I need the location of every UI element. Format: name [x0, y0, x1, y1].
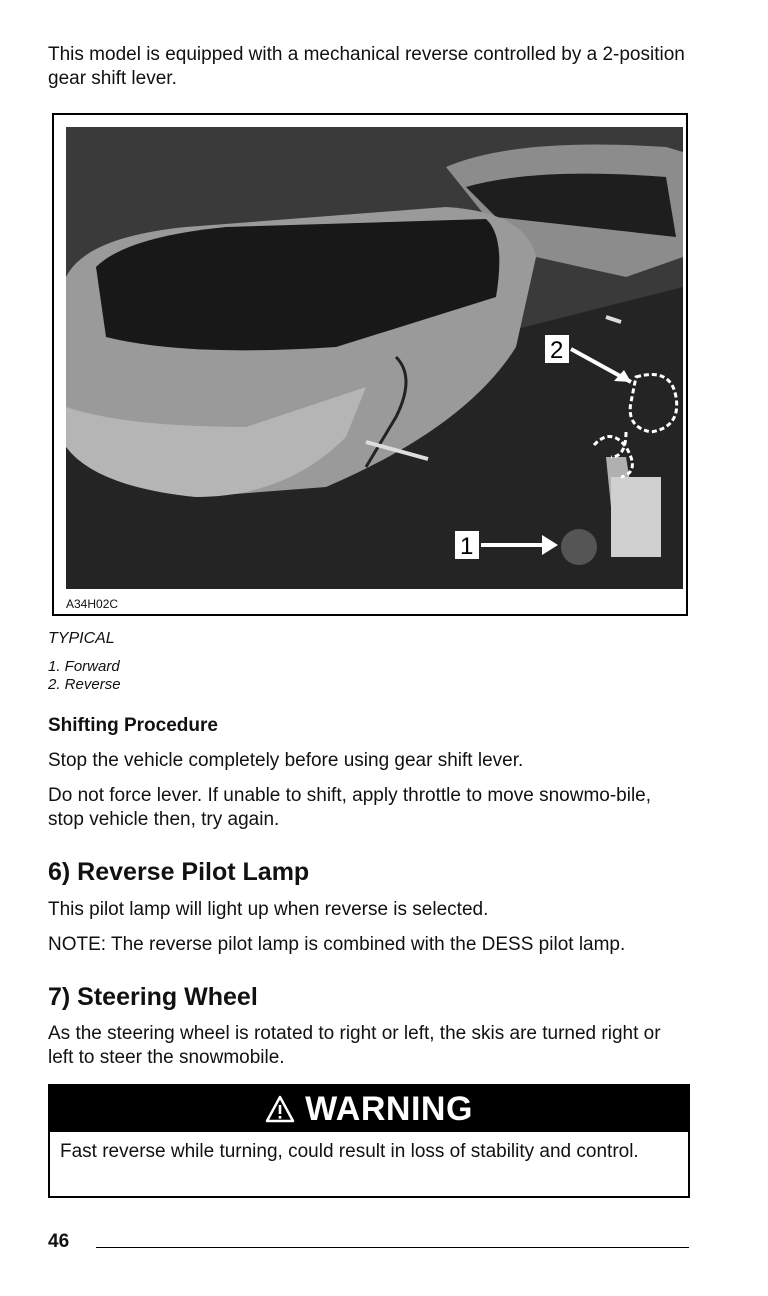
section-7-paragraph: As the steering wheel is rotated to right or left, the skis are turned right or left to steer the snowmobile.	[48, 1023, 661, 1068]
photo-illustration	[66, 127, 683, 589]
note-text: The reverse pilot lamp is combined with the DESS pilot lamp.	[106, 934, 626, 955]
legend-item: 2. Reverse	[48, 676, 121, 693]
warning-triangle-icon	[265, 1095, 295, 1123]
figure-caption: TYPICAL	[48, 630, 115, 647]
section-7-heading: 7) Steering Wheel	[48, 983, 258, 1011]
shifting-paragraph-1: Stop the vehicle completely before using gear shift lever.	[48, 750, 524, 771]
callout-1: 1	[460, 533, 474, 560]
legend-item: 1. Forward	[48, 658, 120, 675]
footer-rule	[96, 1247, 689, 1248]
warning-text: Fast reverse while turning, could result in loss of stability and control.	[60, 1141, 639, 1162]
section-6-note	[48, 933, 690, 957]
shifting-procedure-heading: Shifting Procedure	[48, 715, 218, 736]
section-6-paragraph: This pilot lamp will light up when reverse is selected.	[48, 899, 489, 920]
figure-frame	[52, 113, 688, 616]
warning-title: WARNING	[305, 1089, 473, 1128]
figure-legend	[48, 658, 121, 694]
intro-paragraph: This model is equipped with a mechanical reverse controlled by a 2-position gear shift lever.	[48, 44, 685, 89]
warning-header	[50, 1086, 688, 1132]
warning-box	[48, 1084, 690, 1198]
seat-gear-lever-photo	[66, 127, 683, 589]
shifting-paragraph-2: Do not force lever. If unable to shift, apply throttle to move snowmo-bile, stop vehicle then, try again.	[48, 785, 652, 830]
note-label: NOTE:	[48, 934, 107, 955]
page-number: 46	[48, 1231, 70, 1252]
figure-id: A34H02C	[66, 597, 119, 611]
callout-2: 2	[550, 337, 564, 364]
section-6-heading: 6) Reverse Pilot Lamp	[48, 858, 310, 886]
